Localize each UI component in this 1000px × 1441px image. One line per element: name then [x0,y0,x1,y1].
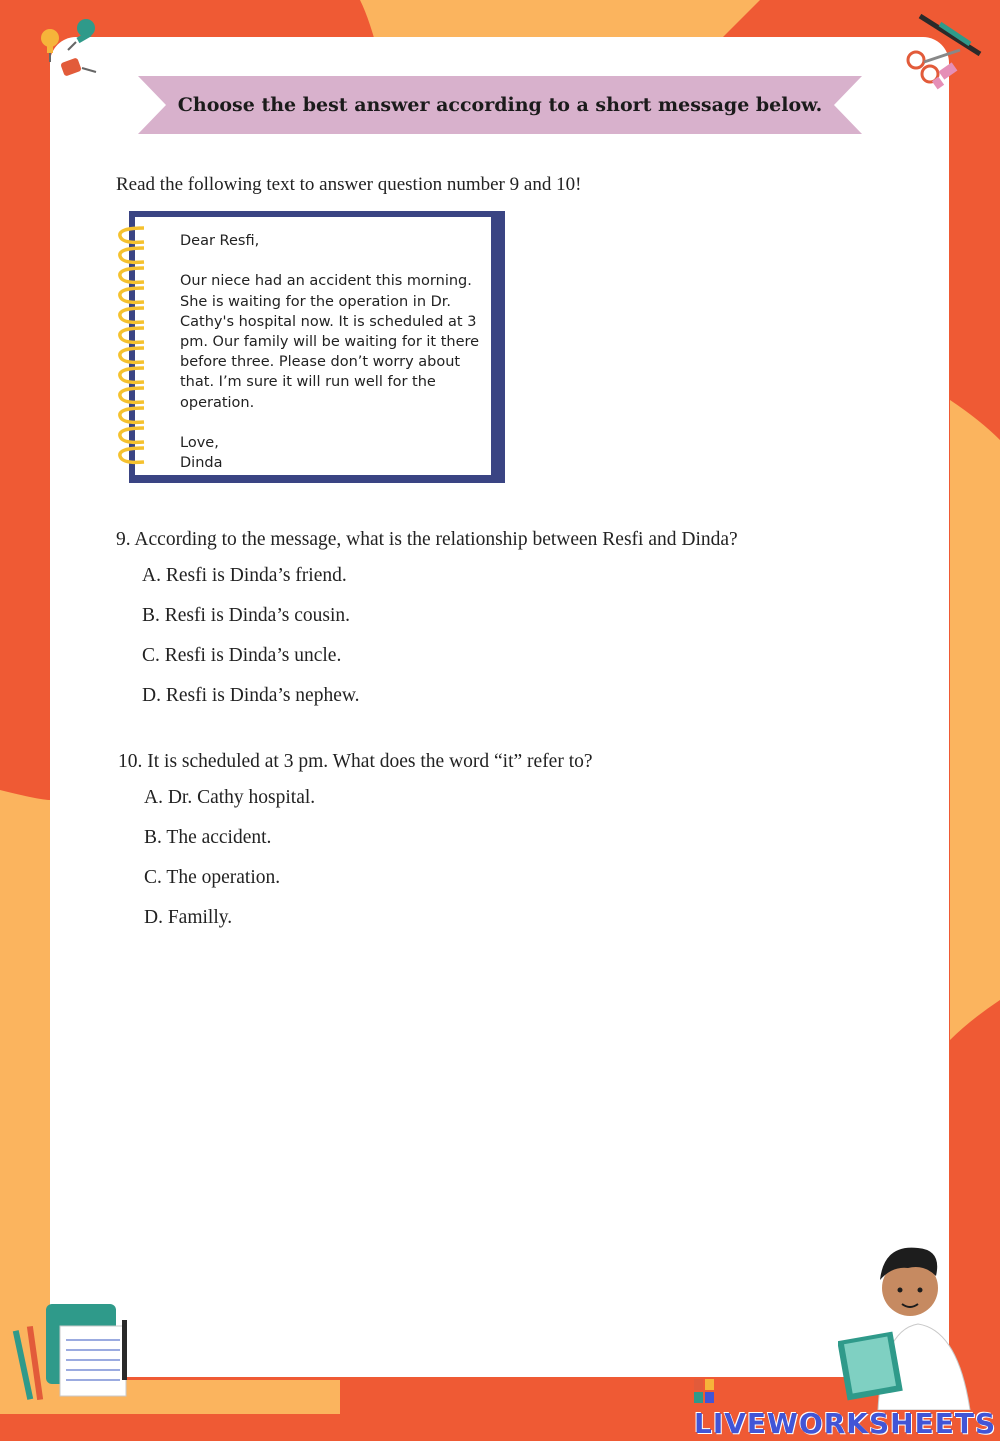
question-10-option-a[interactable]: A. Dr. Cathy hospital. [144,787,316,808]
liveworksheets-watermark [694,1373,1000,1440]
question-10-option-b[interactable]: B. The accident. [144,827,272,848]
message-card-paper [135,217,491,475]
message-greeting: Dear Resfi, [180,233,260,249]
scissors-pencil-icon [900,10,990,100]
question-9-option-a[interactable]: A. Resfi is Dinda’s friend. [142,565,347,586]
question-10-option-c[interactable]: C. The operation. [144,867,281,888]
message-closing: Love, [180,435,219,452]
question-9-option-b[interactable]: B. Resfi is Dinda’s cousin. [142,605,350,626]
watermark-text: LIVEWORKSHEETS [694,1407,997,1440]
question-9-option-d[interactable]: D. Resfi is Dinda’s nephew. [142,685,360,706]
question-9: 9. According to the message, what is the relationship between Resfi and Dinda? [116,529,738,550]
books-pencils-icon [10,1300,140,1400]
question-10-option-d[interactable]: D. Familly. [144,907,233,928]
question-10: 10. It is scheduled at 3 pm. What does the word “it” refer to? [118,751,593,772]
message-text [180,231,485,473]
question-9-option-c[interactable]: C. Resfi is Dinda’s uncle. [142,645,342,666]
message-card [129,211,505,483]
instruction-banner [138,76,862,134]
pushpin-icon [30,10,110,80]
reading-instruction: Read the following text to answer question number 9 and 10! [116,174,582,195]
message-body: Our niece had an accident this morning. She is waiting for the operation in Dr. Cathy's hospital now. It is scheduled at 3 pm. Our family will be waiting for it there before three. Please don’t worry about that. I’m sure it will run well for the operation. [180,273,480,411]
spiral-binding-icon [114,224,158,480]
banner-title: Choose the best answer according to a short message below. [177,94,823,116]
liveworksheets-logo-icon [694,1379,714,1403]
message-signature: Dinda [180,455,223,472]
